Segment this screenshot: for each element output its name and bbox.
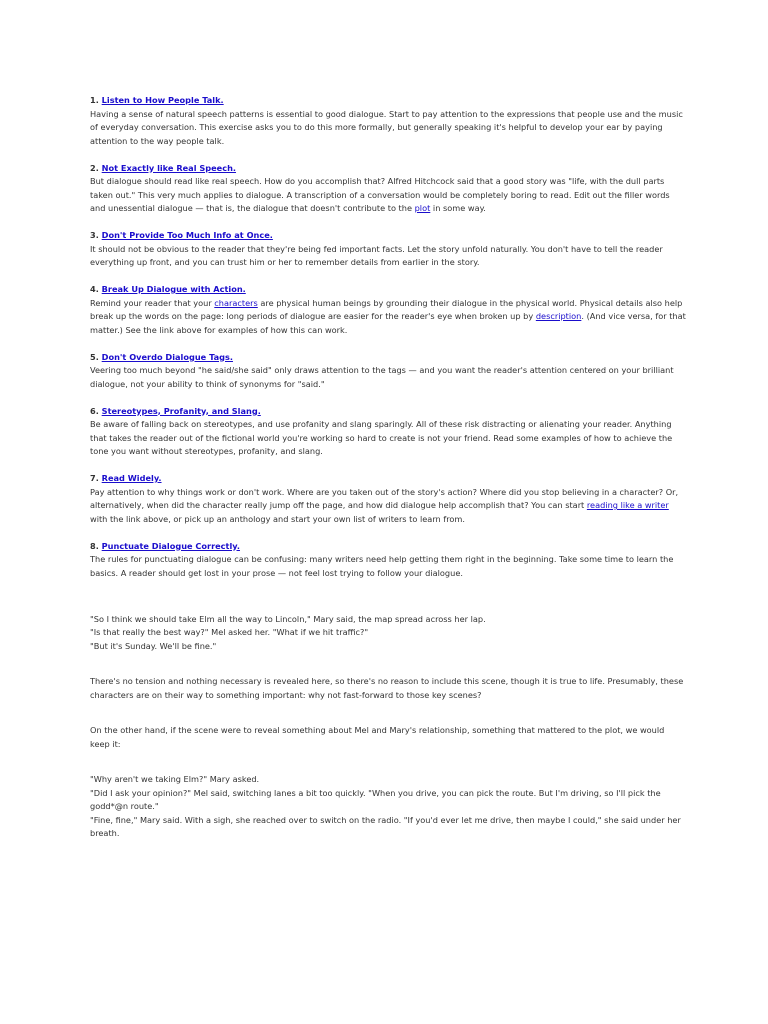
tip-body [90, 364, 686, 391]
tip-body-text: . (And vice versa, for that matter.) See the link above for examples of how this can work. [90, 311, 686, 335]
tip-number: 5. [90, 351, 99, 362]
tip-number: 4. [90, 284, 99, 294]
tip-body-text: with the link above, or pick up an anthology and start your own list of writers to learn from. [90, 513, 465, 524]
tip-title-link[interactable]: Not Exactly like Real Speech. [101, 162, 237, 173]
tip-item [90, 283, 686, 337]
tip-heading [90, 283, 686, 297]
dialogue-line: "So I think we should take Elm all the way to Lincoln," Mary said, the map spread across her lap. [90, 613, 486, 624]
commentary-paragraph-2: On the other hand, if the scene were to reveal something about Mel and Mary's relationship, something that mattered to the plot, we would keep it: [90, 725, 665, 749]
tip-body [90, 243, 686, 270]
tip-body-text: are physical human beings by grounding their dialogue in the physical world. Physical details also help break up the words on the page: long periods of dialogue are easier for the reader's eye when broken up by [90, 297, 683, 321]
dialogue-example-2 [90, 773, 686, 841]
dialogue-example-1 [90, 613, 686, 654]
tip-title-link[interactable]: Punctuate Dialogue Correctly. [101, 540, 240, 551]
tip-item [90, 405, 686, 459]
commentary-paragraph-1: There's no tension and nothing necessary is revealed here, so there's no reason to include this scene, though it is true to life. Presumably, these characters are on their way to something important: why not fast-forward to those key scenes? [90, 676, 684, 700]
tip-heading [90, 94, 686, 108]
tip-body [90, 418, 686, 459]
tip-body [90, 297, 686, 338]
inline-link[interactable]: reading like a writer [586, 500, 669, 510]
dialogue-line: "Is that really the best way?" Mel asked her. "What if we hit traffic?" [90, 627, 369, 637]
inline-link[interactable]: plot [414, 203, 431, 213]
tip-body-text: in some way. [430, 203, 486, 213]
tip-title-link[interactable]: Listen to How People Talk. [101, 95, 224, 105]
tip-item [90, 162, 686, 216]
tip-body-text: Having a sense of natural speech patterns is essential to good dialogue. Start to pay attention to the expressions that people use and the music of everyday conversation. This exercise asks you to do this more formally, but generally speaking it's helpful to develop your ear by paying attention to the way people talk. [90, 108, 683, 146]
tip-number: 3. [90, 230, 99, 240]
tip-title-link[interactable]: Break Up Dialogue with Action. [101, 284, 246, 294]
tip-item [90, 94, 686, 148]
tip-heading [90, 229, 686, 243]
dialogue-line: "Did I ask your opinion?" Mel said, switching lanes a bit too quickly. "When you drive, you can pick the route. But I'm driving, so I'll pick the godd*@n route." [90, 787, 661, 811]
tip-title-link[interactable]: Don't Overdo Dialogue Tags. [101, 351, 233, 362]
tip-body-text: Veering too much beyond "he said/she said" only draws attention to the tags — and you want the reader's attention centered on your brilliant dialogue, not your ability to think of synonyms for "said." [90, 365, 674, 389]
tip-number: 7. [90, 473, 99, 483]
tip-body [90, 108, 686, 149]
tip-item [90, 351, 686, 392]
tips-list [90, 94, 686, 580]
dialogue-line: "Why aren't we taking Elm?" Mary asked. [90, 774, 260, 784]
tip-heading [90, 540, 686, 554]
tip-body [90, 175, 686, 216]
tip-body [90, 553, 686, 580]
tip-item [90, 472, 686, 526]
tip-title-link[interactable]: Read Widely. [101, 473, 162, 483]
tip-number: 2. [90, 162, 99, 173]
tip-heading [90, 405, 686, 419]
tip-heading [90, 162, 686, 176]
tip-heading [90, 472, 686, 486]
tip-body-text: The rules for punctuating dialogue can be confusing: many writers need help getting them right in the beginning. Take some time to learn the basics. A reader should get lost in your prose — not feel lost trying to follow your dialogue. [90, 554, 674, 578]
tip-body-text: Be aware of falling back on stereotypes, and use profanity and slang sparingly. All of these risk distracting or alienating your reader. Anything that takes the reader out of the fictional world you're working so hard to create is not your friend. Read some examples of how to achieve the tone you want without stereotypes, profanity, and slang. [90, 419, 673, 456]
tip-body [90, 486, 686, 527]
tip-number: 6. [90, 405, 99, 416]
tip-title-link[interactable]: Don't Provide Too Much Info at Once. [101, 230, 273, 240]
inline-link[interactable]: description [535, 311, 582, 321]
tip-number: 8. [90, 540, 99, 551]
dialogue-line: "But it's Sunday. We'll be fine." [90, 640, 217, 651]
tip-body-text: Remind your reader that your [90, 297, 215, 308]
tip-number: 1. [90, 95, 99, 105]
document-page [90, 94, 686, 841]
tip-item [90, 229, 686, 270]
tip-heading [90, 351, 686, 365]
tip-body-text: But dialogue should read like real speech. How do you accomplish that? Alfred Hitchcock said that a good story was "life, with the dull parts taken out." This very much applies to dialogue. A transcription of a conversation would be completely boring to read. Edit out the filler words and unessential dialogue — that is, the dialogue that doesn't contribute to the [90, 176, 670, 213]
tip-item [90, 540, 686, 581]
dialogue-line: "Fine, fine," Mary said. With a sigh, she reached over to switch on the radio. "If you'd ever let me drive, then maybe I could," she said under her breath. [90, 814, 681, 838]
tip-body-text: Pay attention to why things work or don't work. Where are you taken out of the story's action? Where did you stop believing in a character? Or, alternatively, when did the character really jump off the page, and how did dialogue help accomplish that? You can start [90, 486, 679, 510]
tip-title-link[interactable]: Stereotypes, Profanity, and Slang. [101, 405, 261, 416]
inline-link[interactable]: characters [214, 297, 258, 308]
tip-body-text: It should not be obvious to the reader that they're being fed important facts. Let the story unfold naturally. You don't have to tell the reader everything up front, and you can trust him or her to remember details from earlier in the story. [90, 243, 663, 267]
